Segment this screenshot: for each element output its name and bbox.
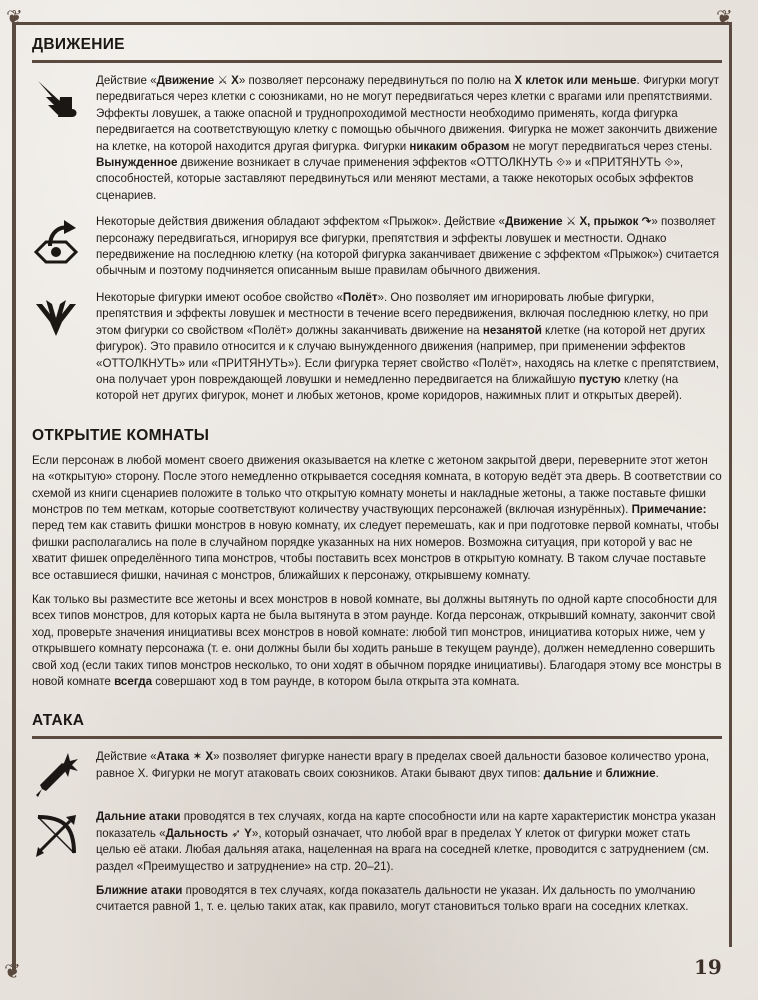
sword-burst-icon [32, 751, 80, 799]
opening-heading: ОТКРЫТИЕ КОМНАТЫ [32, 426, 210, 444]
opening-paragraph-1: Если персонаж в любой момент своего движения оказывается на клетке с жетоном закрытой двери, переверните этот жетон на «открытую» сторону. После этого немедленно открывается соседняя комната, в которую ведёт эта дверь. В соответствии со схемой из книги сценариев положите в только что открытую комнату монеты и накладные жетоны, а также поставьте фишки монстров по тем меткам, которые соответствуют количеству участвующих персонажей (включая изнурённых). Примечание: перед тем как ставить фишки монстров в новую комнату, их следует перемешать, как и при подготовке первой комнаты, чтобы фишки располагались на поле в случайном порядке указанных на них номеров. Возможна ситуация, при которой у вас не хватит фишек определённого типа монстров, чтобы поставить всех монстров в открытую комнату. В таком случае поставьте все оставшиеся фишки, начиная с монстров, ближайших к персонажу, открывшему комнату. [32, 453, 722, 582]
movement-heading: ДВИЖЕНИЕ [32, 36, 722, 63]
opening-section [32, 427, 722, 691]
winged-boot-icon [32, 75, 80, 123]
bow-arrow-icon [32, 811, 80, 859]
page-content [32, 36, 722, 932]
movement-paragraph-3: Некоторые фигурки имеют особое свойство «Полёт». Оно позволяет им игнорировать любые фигурки, препятствия и эффекты ловушек и местности в течение всего передвижения, включая последнюю клетку, но при этом фигурки со свойством «Полёт» должны заканчивать движение на незанятой клетке (на которой нет других фигурок). Это правило относится и к случаю вынужденного движения (например, при применении эффектов «ОТТОЛКНУТЬ» или «ПРИТЯНУТЬ»). Если фигурка теряет свойство «Полёт», находясь на клетке с препятствием, она получает урон повреждающей ловушки и немедленно передвигается на ближайшую пустую клетку (на которой нет других фигурок, монет и любых жетонов, кроме коридоров, нажимных плит и открытых дверей). [96, 290, 719, 403]
movement-row-flying [32, 290, 722, 405]
movement-section [32, 36, 722, 405]
movement-paragraph-1: Действие «Движение ⚔ X» позволяет персонажу передвинуться по полю на X клеток или меньше. Фигурки могут передвигаться через клетки с союзниками, но не могут передвигаться через клетки с врагами или препятствиями. Эффекты ловушек, а также опасной и труднопроходимой местности необходимо применять, когда фигурка передвигается на соответствующую клетку с помощью обычного движения. Фигурка не может закончить движение на клетке, на которой находится другая фигурка. Фигурки никаким образом не могут передвигаться через стены. Вынужденное движение возникает в случае применения эффектов «ОТТОЛКНУТЬ ⟐» и «ПРИТЯНУТЬ ⟐», способностей, которые заставляют передвинуться или меняют местами, а также некоторых особых эффектов сценариев. [96, 74, 720, 202]
attack-row-basic [32, 749, 722, 799]
frame-top-border [12, 22, 732, 25]
attack-paragraph-3: Ближние атаки проводятся в тех случаях, когда показатель дальности не указан. Их дальность по умолчанию считается равной 1, т. е. целью таких атак, как правило, могут становиться только враги на соседних клетках. [96, 884, 696, 914]
corner-ornament-top-left: ❦ [6, 7, 23, 29]
frame-left-border [12, 22, 16, 972]
movement-paragraph-2: Некоторые действия движения обладают эффектом «Прыжок». Действие «Движение ⚔ X, прыжок ↷» позволяет персонажу передвигаться, игнорируя все фигурки, препятствия и эффекты ловушек и местности. Однако передвижение на последнюю клетку (на которой фигурка заканчивает движение с эффектом «Прыжок») считается обычным и поэтому подчиняется описанным выше правилам обычного движения. [96, 215, 719, 278]
corner-ornament-top-right: ❦ [716, 7, 733, 29]
attack-paragraph-2: Дальние атаки проводятся в тех случаях, когда на карте способности или на карте характеристик монстра указан показатель «Дальность ➶ Y», который означает, что любой враг в пределах Y клеток от фигурки может стать целью её атаки. Любая дальняя атака, нацеленная на врага на соседней клетке, проводится с затруднением (см. раздел «Преимущество и затруднение» на стр. 20–21). [96, 810, 716, 873]
attack-section [32, 712, 722, 915]
flying-wings-icon [32, 292, 80, 340]
corner-ornament-bottom-left: ❦ [4, 961, 21, 983]
frame-right-border [729, 22, 732, 947]
movement-row-jump [32, 214, 722, 280]
opening-paragraph-2: Как только вы разместите все жетоны и всех монстров в новой комнате, вы должны вытянуть по одной карте способности для всех типов монстров, для которых карта не была вытянута в этом раунде. Когда персонаж, открывший комнату, закончит свой ход, проверьте значения инициативы всех монстров в новой комнате: любой тип монстров, инициатива которых ниже, чем у открывшего комнату персонажа (т. е. они должны были бы ходить раньше в текущем раунде), должен немедленно совершить свой ход (если таких типов монстров несколько, то они ходят в обычном порядке инициативы). Благодаря этому все монстры в новой комнате всегда совершают ход в том раунде, в котором была открыта эта комната. [32, 592, 722, 688]
attack-paragraph-1: Действие «Атака ✶ X» позволяет фигурке нанести врагу в пределах своей дальности базовое количество урона, равное X. Фигурки не могут атаковать своих союзников. Атаки бывают двух типов: дальние и ближние. [96, 750, 710, 780]
page-number: 19 [694, 955, 722, 979]
attack-heading: АТАКА [32, 712, 722, 739]
movement-row-basic [32, 73, 722, 204]
attack-row-ranged [32, 809, 722, 915]
jump-icon [32, 216, 80, 264]
